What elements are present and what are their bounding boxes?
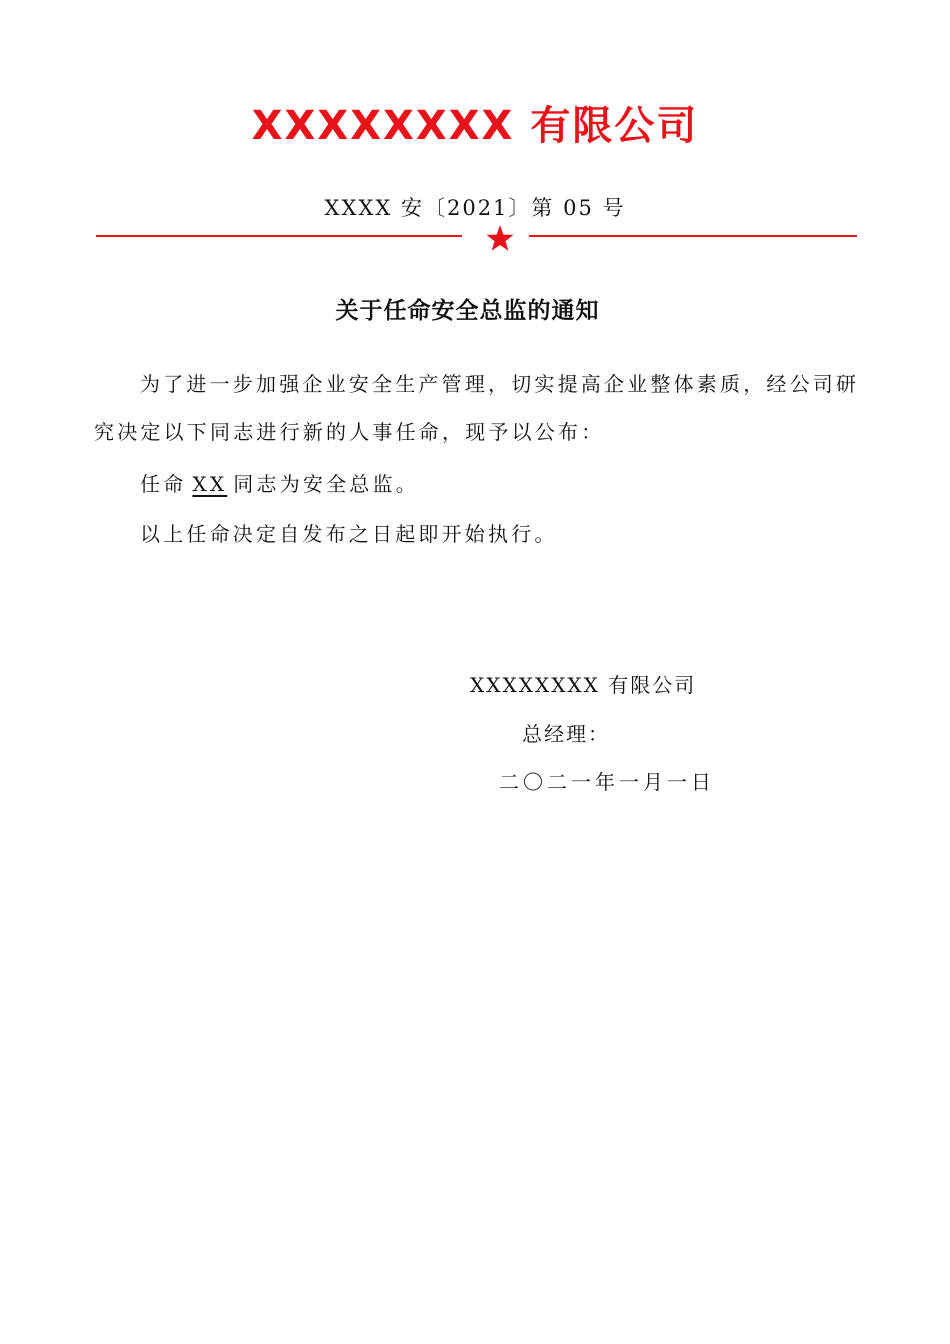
body-paragraph-effective: 以上任命决定自发布之日起即开始执行。 <box>140 522 558 546</box>
appointment-suffix: 同志为安全总监。 <box>233 472 419 496</box>
body-paragraph-appointment <box>140 460 860 508</box>
signature-date: 二〇二一年一月一日 <box>499 770 715 794</box>
company-header: XXXXXXXX 有限公司 <box>251 103 699 149</box>
red-divider-left <box>96 235 462 237</box>
signature-company: XXXXXXXX 有限公司 <box>470 673 697 697</box>
signature-manager-label: 总经理： <box>522 722 610 746</box>
document-number: XXXX 安〔2021〕第 05 号 <box>324 196 626 220</box>
appointment-prefix: 任命 <box>140 472 187 496</box>
appointee-name-field: XX <box>192 472 228 496</box>
notice-title: 关于任命安全总监的通知 <box>335 298 600 324</box>
red-divider-right <box>529 235 857 237</box>
body-paragraph-intro: 为了进一步加强企业安全生产管理，切实提高企业整体素质，经公司研究决定以下同志进行新的人事任命，现予以公布： <box>94 372 860 444</box>
star-icon <box>484 222 516 254</box>
